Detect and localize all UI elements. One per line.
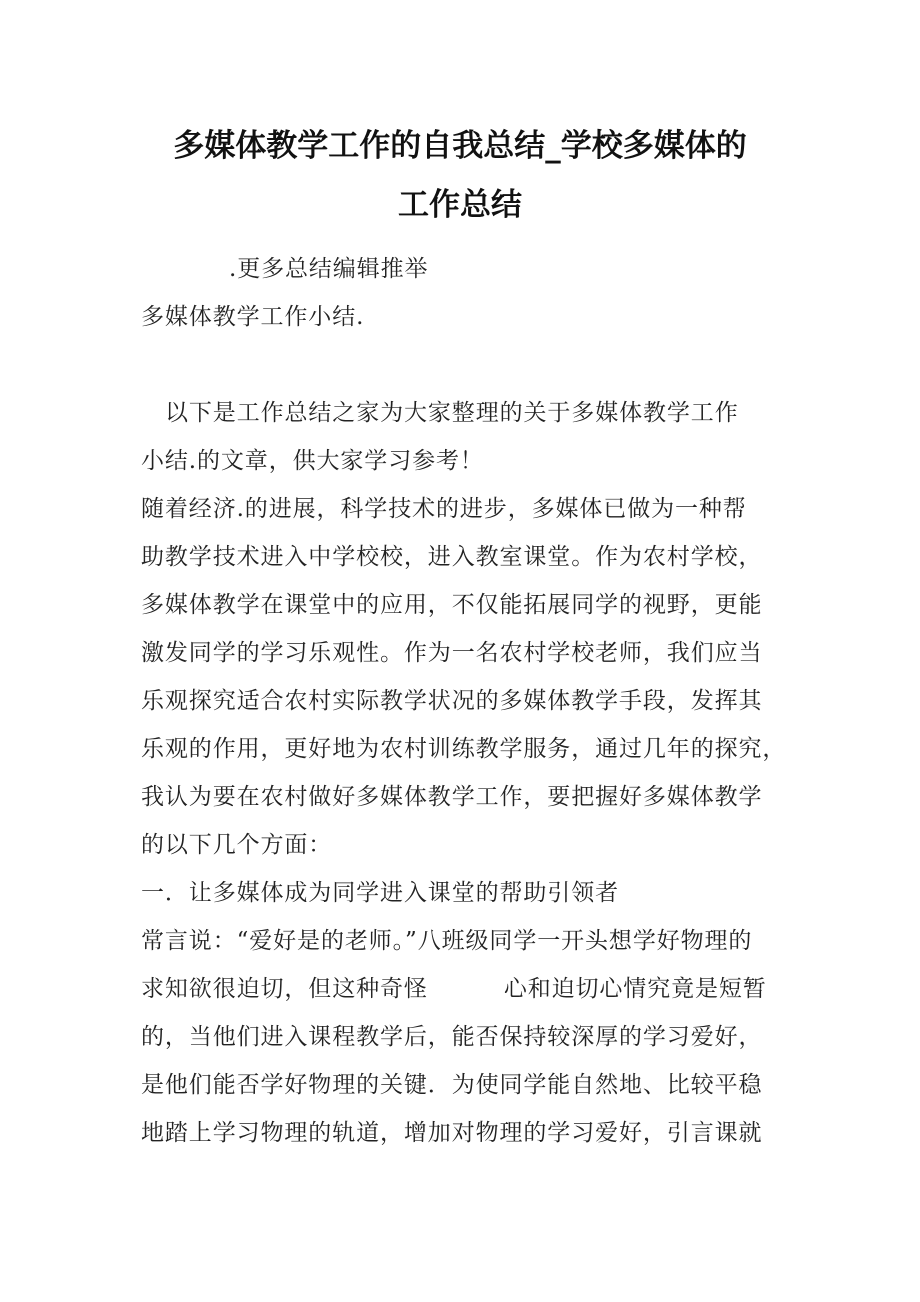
- gap-line-left: 求知欲很迫切，但这种奇怪: [141, 976, 428, 1002]
- paragraph-line: 我认为要在农村做好多媒体教学工作，要把握好多媒体教学: [141, 784, 763, 810]
- gap-line-right: 心和迫切心情究竟是短暂: [503, 976, 767, 1002]
- paragraph-line: 以下是工作总结之家为大家整理的关于多媒体教学工作: [165, 400, 739, 426]
- paragraph-line: 是他们能否学好物理的关键．为使同学能自然地、比较平稳: [141, 1072, 763, 1098]
- recommend-text: .更多总结编辑推举: [229, 256, 429, 282]
- document-subtitle: 多媒体教学工作小结.: [141, 304, 365, 330]
- paragraph-line: 乐观的作用，更好地为农村训练教学服务，通过几年的探究，: [141, 736, 787, 762]
- paragraph-line: 随着经济.的进展，科学技术的进步，多媒体已做为一种帮: [141, 496, 747, 522]
- paragraph-line: 地踏上学习物理的轨道，增加对物理的学习爱好，引言课就: [141, 1120, 763, 1146]
- paragraph-line: 多媒体教学在课堂中的应用，不仅能拓展同学的视野，更能: [141, 592, 763, 618]
- paragraph-line: 的，当他们进入课程教学后，能否保持较深厚的学习爱好，: [141, 1024, 763, 1050]
- paragraph-line-with-gap: [141, 970, 767, 1003]
- paragraph-line: 助教学技术进入中学校校，进入教室课堂。作为农村学校，: [141, 544, 763, 570]
- section-heading: 一．让多媒体成为同学进入课堂的帮助引领者: [141, 880, 619, 906]
- paragraph-line: 乐观探究适合农村实际教学状况的多媒体教学手段，发挥其: [141, 688, 763, 714]
- document-title-line-1: 多媒体教学工作的自我总结_学校多媒体的: [173, 128, 747, 164]
- paragraph-line: 的以下几个方面：: [141, 832, 333, 858]
- paragraph-line: 小结.的文章，供大家学习参考！: [141, 448, 484, 474]
- document-title-line-2: 工作总结: [398, 187, 522, 223]
- paragraph-line: 常言说：“爱好是的老师。”八班级同学一开头想学好物理的: [141, 928, 753, 954]
- paragraph-line: 激发同学的学习乐观性。作为一名农村学校老师，我们应当: [141, 640, 763, 666]
